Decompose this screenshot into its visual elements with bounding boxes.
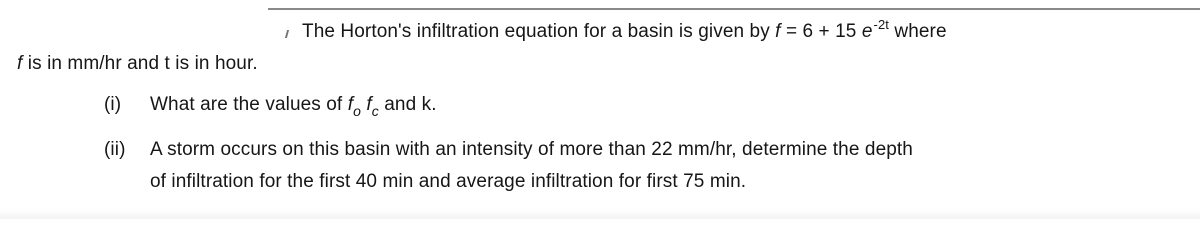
part-ii-line2: of infiltration for the first 40 min and average infiltration for first 75 min. — [150, 171, 747, 192]
part-ii-continuation — [150, 170, 746, 194]
intro-text: The Horton's infiltration equation for a basin is given by — [302, 21, 776, 42]
e-symbol: e — [861, 21, 873, 42]
fc-subscript: c — [371, 103, 379, 119]
part-i-text-after: and k. — [378, 94, 437, 115]
f-symbol: f — [775, 21, 781, 42]
part-ii — [104, 138, 913, 162]
units-text: is in mm/hr and t is in hour. — [22, 53, 258, 74]
f-symbol-units: f — [17, 53, 23, 74]
top-border-line — [268, 8, 1200, 10]
question-intro-line — [302, 17, 947, 45]
stray-mark — [285, 30, 289, 38]
part-i-label: (i) — [104, 94, 122, 115]
equation-middle: = 6 + 15 — [780, 21, 862, 42]
part-ii-line1: A storm occurs on this basin with an intensity of more than 22 mm/hr, determine the depth — [150, 139, 913, 160]
f0-subscript: o — [353, 103, 361, 119]
fc-base: f — [366, 94, 372, 115]
exponent: -2t — [873, 17, 890, 32]
intro-end: where — [889, 21, 947, 42]
part-i — [104, 93, 437, 117]
bottom-edge — [0, 210, 1200, 219]
question-units-line — [17, 52, 258, 76]
part-ii-label: (ii) — [104, 139, 126, 160]
part-i-text-before: What are the values of — [150, 94, 348, 115]
f0-base: f — [347, 94, 354, 115]
